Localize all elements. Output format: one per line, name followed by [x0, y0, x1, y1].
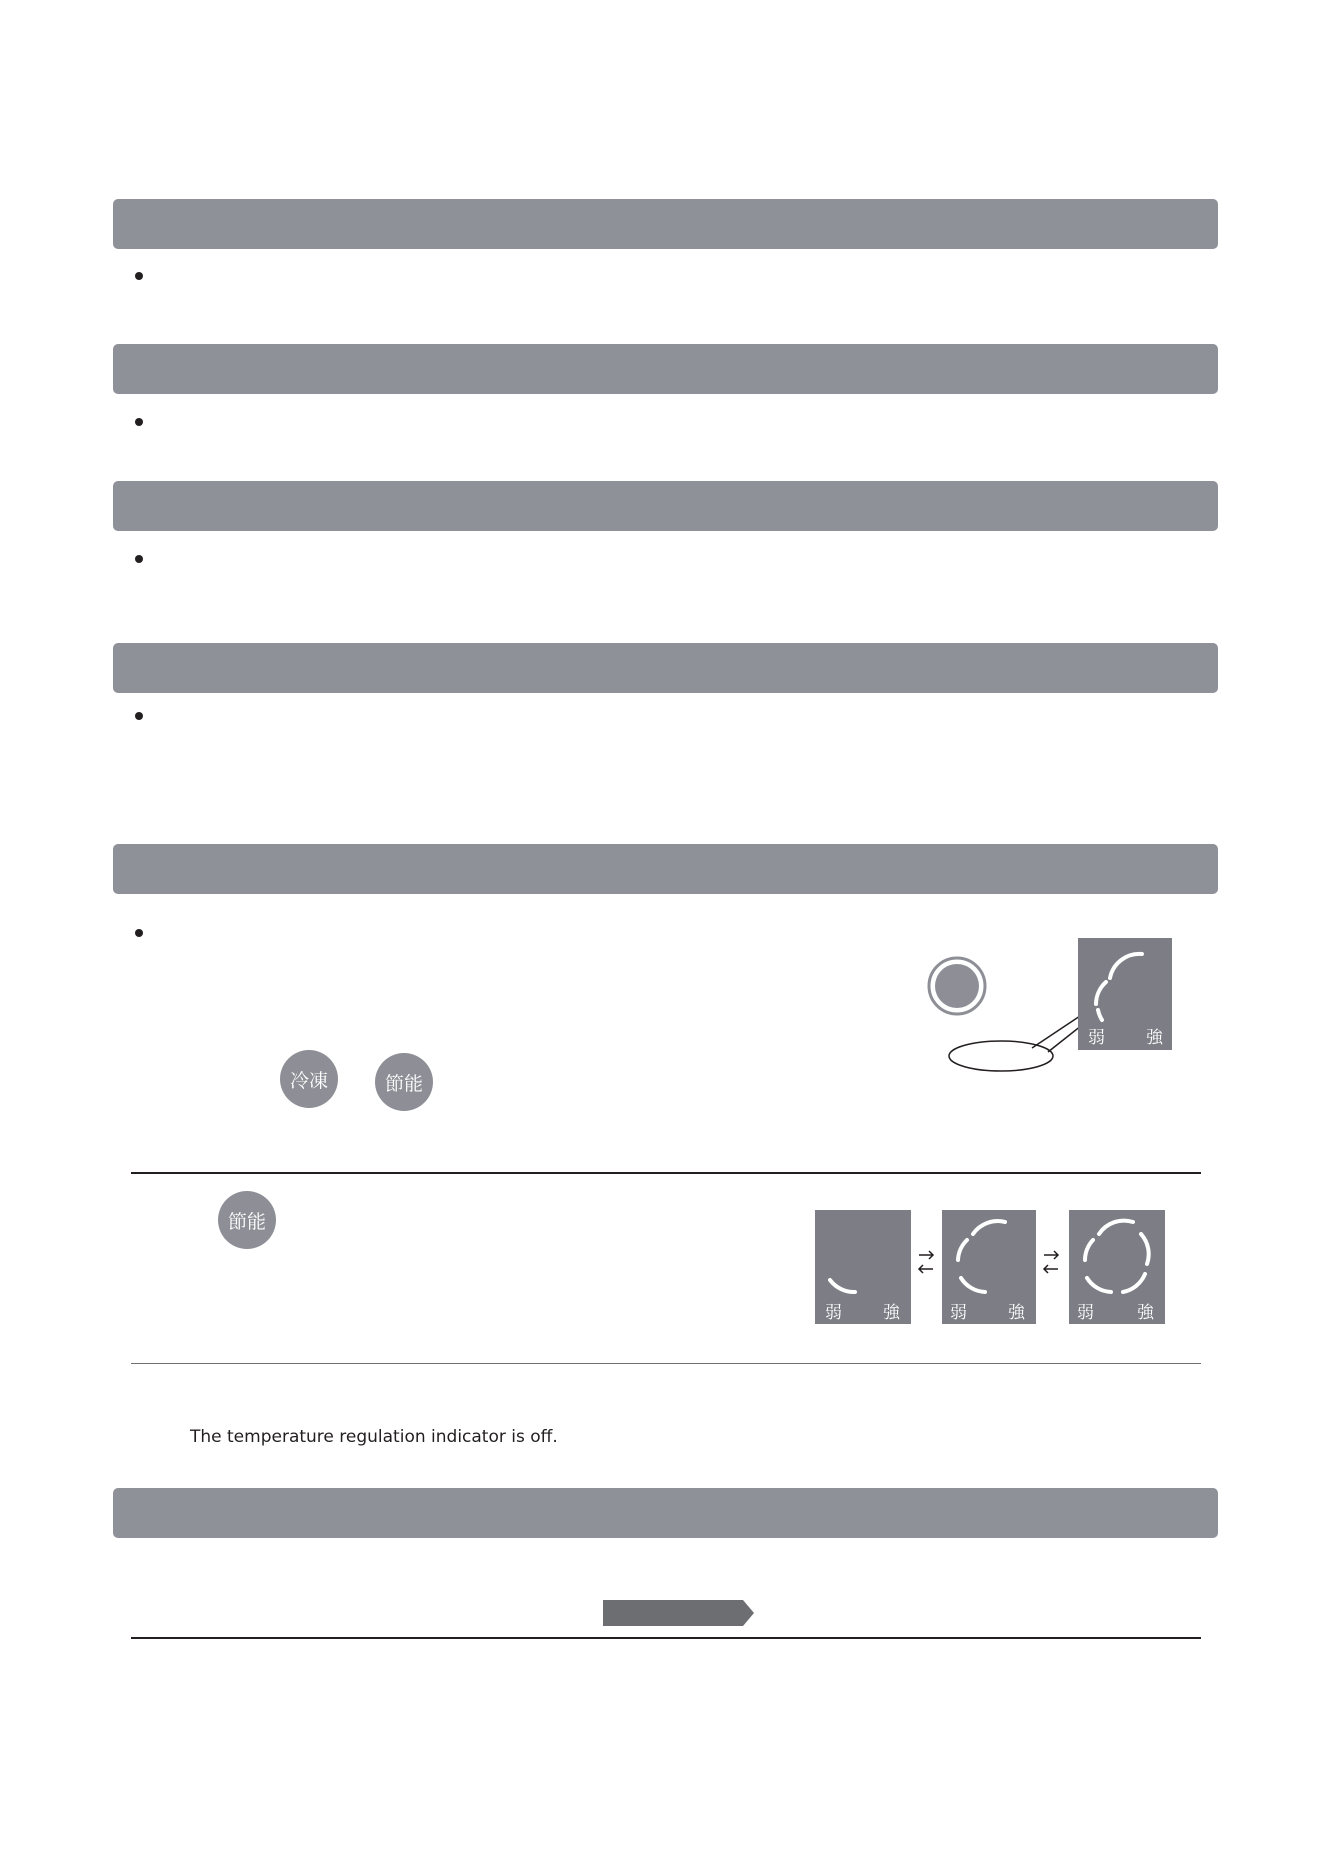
- bullet: [135, 555, 143, 563]
- section-header-4: [113, 643, 1218, 693]
- bullet: [135, 418, 143, 426]
- bullet: [135, 712, 143, 720]
- note-text: The temperature regulation indicator is off.: [190, 1427, 558, 1447]
- strong-label: 強: [1008, 1303, 1025, 1323]
- bullet: [135, 272, 143, 280]
- freeze-button-label: 冷凍: [289, 1069, 328, 1092]
- callout-bubble: [949, 1041, 1053, 1071]
- arrow-right-icon: [919, 1251, 933, 1259]
- weak-label: 弱: [1088, 1028, 1105, 1048]
- divider: [131, 1363, 1201, 1364]
- divider: [131, 1172, 1201, 1174]
- divider: [131, 1637, 1201, 1639]
- eco-button-2-label: 節能: [227, 1210, 266, 1233]
- strong-label: 強: [1137, 1303, 1154, 1323]
- eco-button[interactable]: [375, 1053, 433, 1111]
- indicator-level-sequence: [815, 1210, 1165, 1325]
- bullet: [135, 929, 143, 937]
- arrow-right-icon: [1044, 1251, 1058, 1259]
- arrow-tag-icon: [603, 1600, 755, 1627]
- weak-label: 弱: [1077, 1303, 1094, 1323]
- section-header-1: [113, 199, 1218, 249]
- weak-label: 弱: [950, 1303, 967, 1323]
- weak-label: 弱: [825, 1303, 842, 1323]
- strong-label: 強: [1146, 1028, 1163, 1048]
- strong-label: 強: [883, 1303, 900, 1323]
- eco-button-2[interactable]: [218, 1191, 276, 1249]
- freeze-button[interactable]: [280, 1050, 338, 1108]
- section-header-2: [113, 344, 1218, 394]
- section-header-6: [113, 1488, 1218, 1538]
- section-header-5: [113, 844, 1218, 894]
- section-header-3: [113, 481, 1218, 531]
- arrow-left-icon: [1044, 1265, 1058, 1273]
- arrow-left-icon: [919, 1265, 933, 1273]
- eco-button-label: 節能: [384, 1072, 423, 1095]
- control-panel-illustration: [920, 930, 1180, 1075]
